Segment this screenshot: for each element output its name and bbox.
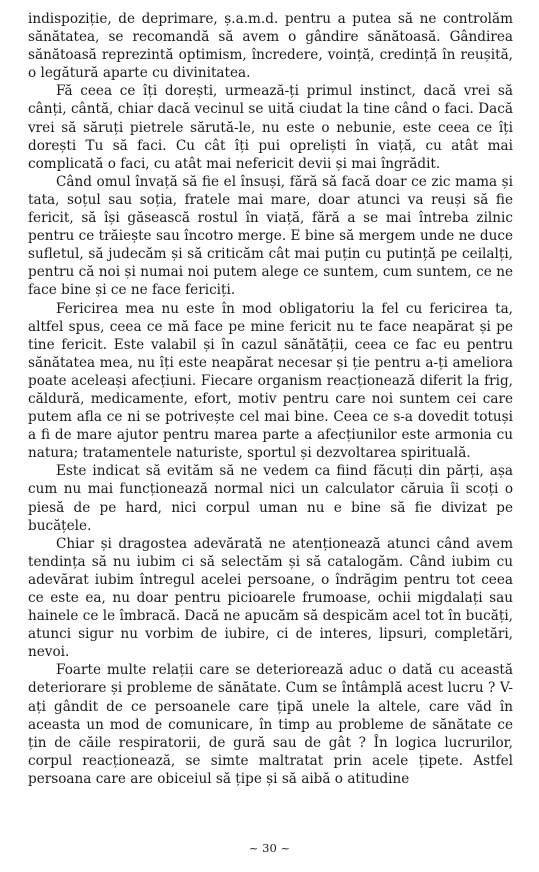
paragraph-6: Chiar și dragostea adevărată ne atenționează atunci când avem tendința să nu iubim ci să selectăm și să catalogăm. Când iubim cu adevărat iubim întregul acelei persoane, o îndrăgim pentru tot ceea ce este ea, nu doar pentru picioarele frumoase, ochii migdalați sau hainele ce le îmbracă. Dacă ne apucăm să despicăm acel tot în bucăți, atunci sigur nu vorbim de iubire, ci de interes, lipsuri, completări, nevoi. [28, 535, 513, 661]
body-text [28, 10, 513, 788]
paragraph-1: indispoziție, de deprimare, ș.a.m.d. pentru a putea să ne controlăm sănătatea, se recomandă să avem o gândire sănătoasă. Gândirea sănătoasă reprezintă optimism, încredere, voință, credință în reușită, o legătură aparte cu divinitatea. [28, 11, 513, 82]
paragraph-7: Foarte multe relații care se deteriorează aduc o dată cu această deteriorare și probleme de sănătate. Cum se întâmplă acest lucru ? V-ați gândit de ce persoanele care țipă unele la altele, care văd în aceasta un mod de comunicare, în timp au probleme de sănătate ce țin de căile respiratorii, de gură sau de gât ? În logica lucrurilor, corpul reacționează, se simte maltratat prin acele țipete. Astfel persoana care are obiceiul să țipe și să aibă o atitudine [28, 662, 513, 787]
page-number: ~ 30 ~ [248, 841, 291, 855]
paragraph-2: Fă ceea ce îți dorești, urmează-ți primul instinct, dacă vrei să cânți, cântă, chiar dacă vecinul se uită ciudat la tine când o faci. Dacă vrei să săruți pietrele sărută-le, nu este o nebunie, este ceea ce îți dorești Tu să faci. Cu cât îți pui opreliști în viață, cu atât mai complicată o faci, cu atât mai nefericit devii și mai îngrădit. [28, 83, 513, 172]
paragraph-4: Fericirea mea nu este în mod obligatoriu la fel cu fericirea ta, altfel spus, ceea ce mă face pe mine fericit nu te face neapărat și pe tine fericit. Este valabil și în cazul sănătății, ceea ce fac eu pentru sănătatea mea, nu îți este neapărat necesar și ție pentru a-ți ameliora poate aceleași afecțiuni. Fiecare organism reacționează diferit la frig, căldură, medicamente, efort, motiv pentru care noi suntem cei care putem afla ce ni se potrivește cel mai bine. Ceea ce s-a dovedit totuși a fi de mare ajutor pentru marea parte a afecțiunilor este armonia cu natura; tratamentele naturiste, sportul și dezvoltarea spirituală. [28, 300, 513, 462]
paragraph-5: Este indicat să evităm să ne vedem ca fiind făcuți din părți, așa cum nu mai funcționează normal nici un calculator căruia îi scoți o piesă de pe hard, nici corpul uman nu e bine să fie divizat pe bucățele. [28, 463, 513, 534]
paragraph-3: Când omul învață să fie el însuși, fără să facă doar ce zic mama și tata, soțul sau soția, fratele mai mare, doar atunci va reuși să fie fericit, să își găsească rostul în viață, fără a se mai întreba zilnic pentru ce trăiește sau încotro merge. E bine să mergem unde ne duce sufletul, să judecăm și să criticăm cât mai puțin cu putință pe ceilalți, pentru că noi și numai noi putem alege ce suntem, cum suntem, ce ne face bine și ce ne face fericiți. [28, 173, 513, 299]
